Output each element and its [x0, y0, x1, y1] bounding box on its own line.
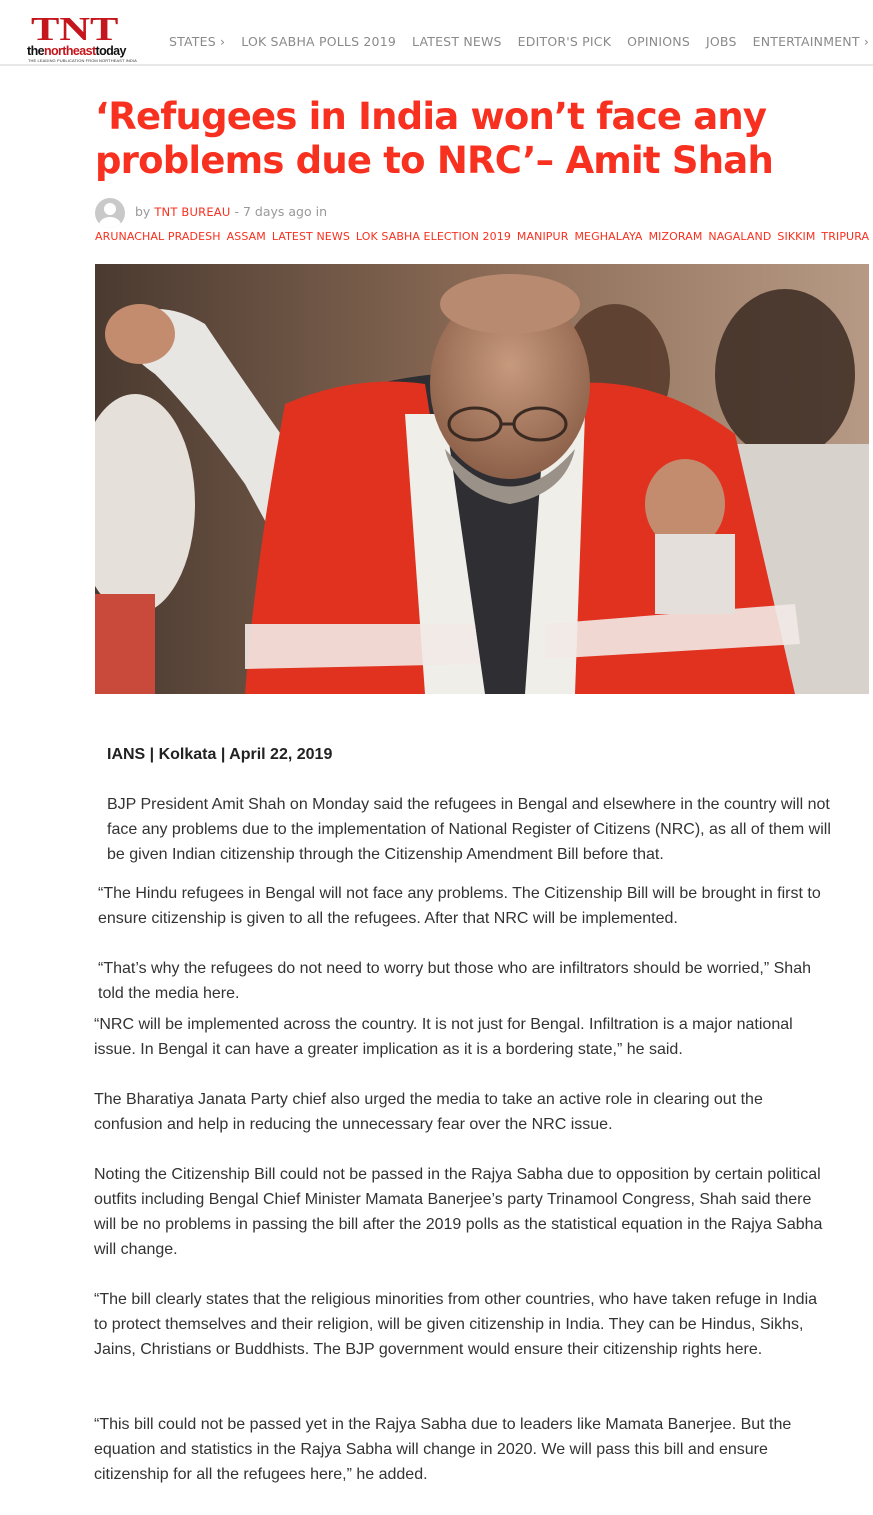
article-paragraph: “NRC will be implemented across the country. It is not just for Bengal. Infiltration is a major national issue. In Bengal it can have a greater implication as it is a bordering state,” he said.	[94, 1016, 793, 1058]
main-nav	[169, 33, 873, 51]
byline	[135, 204, 327, 220]
article-paragraph: “The bill clearly states that the religious minorities from other countries, who have taken refuge in India to protect themselves and their religion, will be given citizenship in India. They can be Hindus, Sikhs, Jains, Christians or Buddhists. The BJP government would ensure their citizenship rights here.	[94, 1291, 818, 1358]
byline-by: by	[135, 204, 151, 219]
category-link[interactable]: ARUNACHAL PRADESH	[95, 230, 221, 243]
byline-in: in	[315, 204, 328, 219]
logo-mark: TNT	[31, 11, 119, 48]
logo-name	[27, 45, 126, 58]
article-paragraph: “The Hindu refugees in Bengal will not face any problems. The Citizenship Bill will be brought in first to ensure citizenship is given to all the refugees. After that NRC will be implemented.	[98, 885, 821, 927]
category-list	[95, 228, 873, 245]
logo-tagline: THE LEADING PUBLICATION FROM NORTHEAST INDIA	[28, 58, 137, 63]
category-link[interactable]: MANIPUR	[516, 230, 569, 243]
nav-item-latest-news[interactable]: LATEST NEWS	[412, 34, 502, 49]
category-link[interactable]: MIZORAM	[648, 230, 703, 243]
site-logo[interactable]	[27, 11, 149, 64]
category-link[interactable]: ASSAM	[226, 230, 266, 243]
article-paragraph: The Bharatiya Janata Party chief also urged the media to take an active role in clearing out the confusion and help in reducing the unnecessary fear over the NRC issue.	[94, 1091, 763, 1133]
nav-item-states[interactable]: STATES ›	[169, 34, 226, 49]
author-avatar[interactable]	[95, 198, 125, 228]
article-title: ‘Refugees in India won’t face any problems due to NRC’– Amit Shah	[95, 95, 774, 182]
nav-item-entertainment[interactable]: ENTERTAINMENT ›	[752, 34, 870, 49]
article-paragraph: “This bill could not be passed yet in the Rajya Sabha due to leaders like Mamata Banerjee. But the equation and statistics in the Rajya Sabha will change in 2020. We will pass this bill and ensure citizenship for all the refugees here,” he added.	[94, 1416, 792, 1483]
nav-item-lok-sabha-polls[interactable]: LOK SABHA POLLS 2019	[241, 34, 397, 49]
hero-photo-illustration	[95, 264, 869, 694]
author-link[interactable]: TNT BUREAU	[154, 205, 231, 219]
category-link[interactable]: NAGALAND	[708, 230, 772, 243]
nav-item-editors-pick[interactable]: EDITOR'S PICK	[517, 34, 612, 49]
post-date: 7 days ago	[242, 204, 312, 219]
article-paragraph: “That’s why the refugees do not need to worry but those who are infiltrators should be worried,” Shah told the media here.	[98, 960, 811, 1002]
category-link[interactable]: LOK SABHA ELECTION 2019	[355, 230, 511, 243]
article-dateline: IANS | Kolkata | April 22, 2019	[107, 746, 333, 763]
nav-item-jobs[interactable]: JOBS	[705, 34, 737, 49]
category-link[interactable]: MEGHALAYA	[574, 230, 643, 243]
logo-name-highlight: northeast	[43, 44, 96, 58]
header-divider	[0, 64, 873, 66]
logo-name-suffix: today	[95, 44, 126, 58]
category-link[interactable]: SIKKIM	[777, 230, 816, 243]
category-link[interactable]: TRIPURA	[821, 230, 870, 243]
category-link[interactable]: LATEST NEWS	[271, 230, 350, 243]
article-hero-image	[95, 264, 869, 694]
logo-name-prefix: the	[27, 44, 44, 58]
site-header	[0, 0, 873, 66]
article-paragraph: Noting the Citizenship Bill could not be passed in the Rajya Sabha due to opposition by certain political outfits including Bengal Chief Minister Mamata Banerjee’s party Trinamool Congress, Shah said there will be no problems in passing the bill after the 2019 polls as the statistical equation in the Rajya Sabha will change.	[94, 1166, 823, 1258]
byline-separator: -	[234, 204, 239, 219]
article-paragraph: BJP President Amit Shah on Monday said the refugees in Bengal and elsewhere in the country will not face any problems due to the implementation of National Register of Citizens (NRC), as all of them will be given Indian citizenship through the Citizenship Amendment Bill before that.	[107, 796, 831, 863]
nav-item-opinions[interactable]: OPINIONS	[627, 34, 690, 49]
